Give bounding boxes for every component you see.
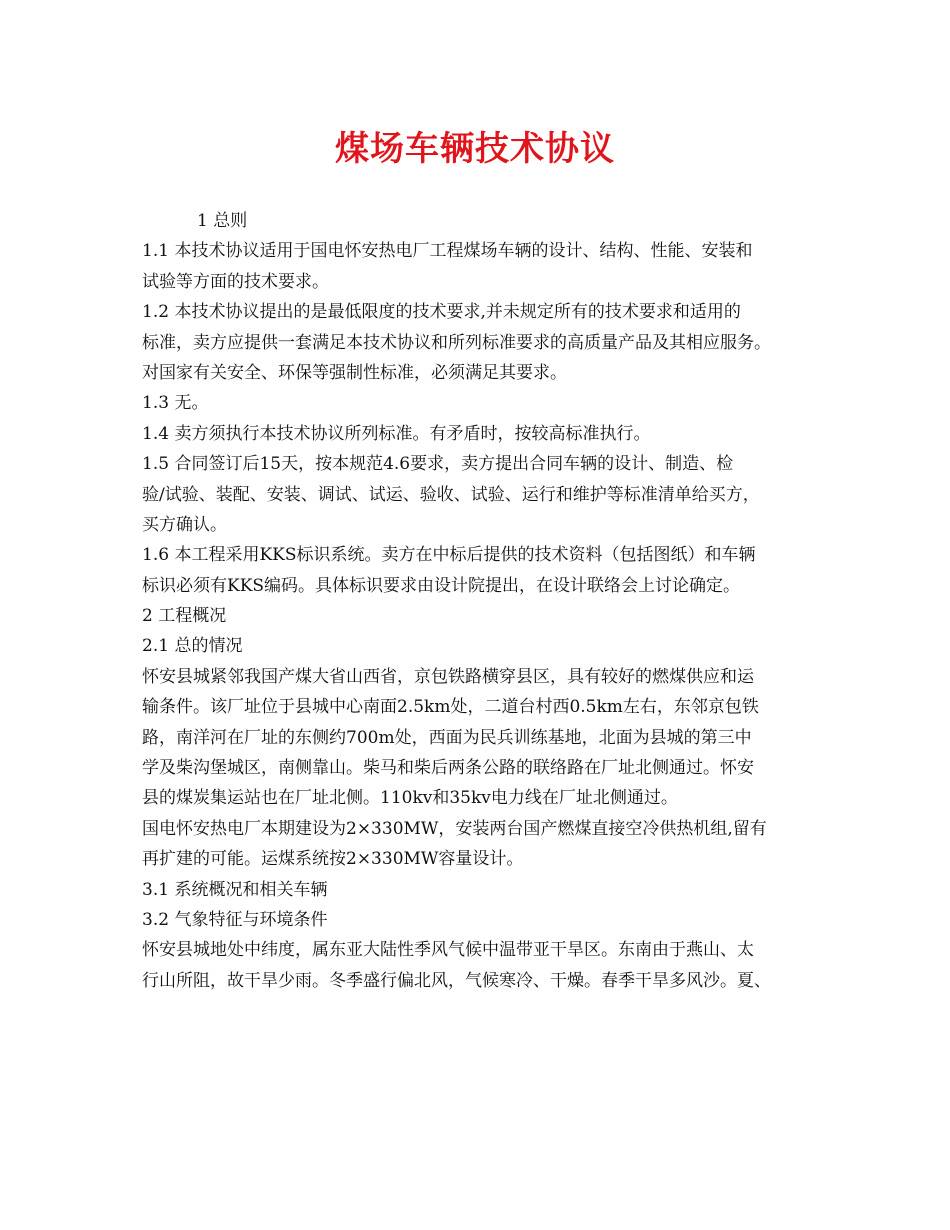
paragraph-line: 对国家有关安全、环保等强制性标准，必须满足其要求。 — [142, 362, 567, 383]
paragraph-line: 输条件。该厂址位于县城中心南面2.5km处，二道台村西0.5km左右，东邻京包铁 — [142, 697, 759, 718]
paragraph-line: 试验等方面的技术要求。 — [142, 271, 329, 292]
paragraph-line: 1.5 合同签订后15天，按本规范4.6要求，卖方提出合同车辆的设计、制造、检 — [142, 454, 734, 475]
document-title: 煤场车辆技术协议 — [335, 129, 615, 169]
paragraph-line: 怀安县城地处中纬度，属东亚大陆性季风气候中温带亚干旱区。东南由于燕山、太 — [142, 940, 754, 961]
paragraph-line: 买方确认。 — [142, 514, 227, 535]
paragraph-line: 怀安县城紧邻我国产煤大省山西省，京包铁路横穿县区，具有较好的燃煤供应和运 — [142, 666, 754, 687]
document-body — [142, 206, 814, 996]
paragraph-line: 路，南洋河在厂址的东侧约700m处，西面为民兵训练基地，北面为县城的第三中 — [142, 727, 752, 748]
subsection-heading: 3.1 系统概况和相关车辆 — [142, 879, 328, 900]
paragraph-line: 验/试验、装配、安装、调试、试运、验收、试验、运行和维护等标准清单给买方， — [142, 484, 760, 505]
paragraph-line: 1.1 本技术协议适用于国电怀安热电厂工程煤场车辆的设计、结构、性能、安装和 — [142, 241, 753, 262]
subsection-heading: 2.1 总的情况 — [142, 636, 243, 657]
paragraph-line: 再扩建的可能。运煤系统按2×330MW容量设计。 — [142, 849, 524, 870]
section-heading: 2 工程概况 — [142, 606, 227, 627]
paragraph-line: 行山所阻，故干旱少雨。冬季盛行偏北风，气候寒冷、干燥。春季干旱多风沙。夏、 — [142, 970, 771, 991]
paragraph-line: 国电怀安热电厂本期建设为2×330MW，安装两台国产燃煤直接空冷供热机组,留有 — [142, 818, 767, 839]
paragraph-line: 1.6 本工程采用KKS标识系统。卖方在中标后提供的技术资料（包括图纸）和车辆 — [142, 545, 756, 566]
paragraph-line: 学及柴沟堡城区，南侧靠山。柴马和柴后两条公路的联络路在厂址北侧通过。怀安 — [142, 758, 754, 779]
paragraph-line: 标准，卖方应提供一套满足本技术协议和所列标准要求的高质量产品及其相应服务。 — [142, 332, 771, 353]
paragraph-line: 县的煤炭集运站也在厂址北侧。110kv和35kv电力线在厂址北侧通过。 — [142, 788, 678, 809]
subsection-heading: 3.2 气象特征与环境条件 — [142, 909, 328, 930]
section-heading: 1 总则 — [197, 211, 248, 231]
paragraph-line: 1.3 无。 — [142, 393, 209, 414]
paragraph-line: 标识必须有KKS编码。具体标识要求由设计院提出，在设计联络会上讨论确定。 — [142, 575, 741, 596]
paragraph-line: 1.2 本技术协议提出的是最低限度的技术要求,并未规定所有的技术要求和适用的 — [142, 302, 741, 323]
paragraph-line: 1.4 卖方须执行本技术协议所列标准。有矛盾时，按较高标准执行。 — [142, 423, 651, 444]
